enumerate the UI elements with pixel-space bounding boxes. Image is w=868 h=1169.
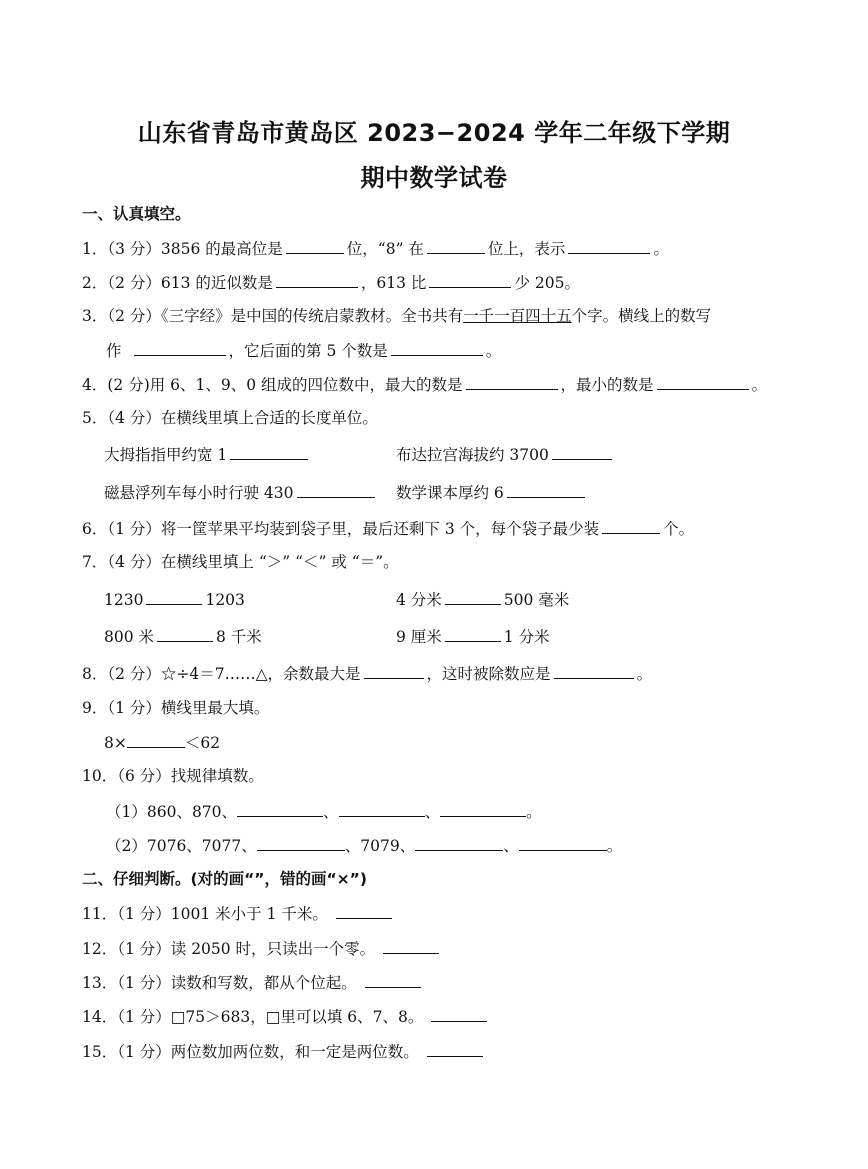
q2-text-b: ，613 比 [360,274,427,292]
q2-text-c: 少 205。 [514,274,580,292]
q5-item-4 [396,482,588,503]
q7-item-4-blank[interactable] [445,626,501,642]
q6-text-a: 6．（1 分）将一筐苹果平均装到袋子里，最后还剩下 3 个，每个袋子最少装 [82,520,600,538]
q3-text-a: 3．（2 分）《三字经》是中国的传统启蒙教材。全书共有 [82,307,464,325]
q10-part-1-sep-1: 、 [323,803,339,821]
q3-text-c: 作 [106,342,122,360]
q3-underlined-number: 一千一百四十五 [463,307,572,325]
q10-part-2-text-b: 、7079、 [344,837,416,855]
q3-text-d: ，它后面的第 5 个数是 [228,342,388,360]
q8-blank-1[interactable] [364,663,424,679]
q12-blank[interactable] [383,938,439,954]
q7-item-3-blank[interactable] [157,626,213,642]
q3-blank-2[interactable] [391,340,483,356]
q12-text: 12．（1 分）读 2050 时，只读出一个零。 [82,940,376,958]
q5-item-4-text: 数学课本厚约 6 [396,484,504,502]
q9-blank[interactable] [127,732,185,748]
q7-item-2 [396,589,569,610]
question-13 [82,972,424,993]
q7-item-2-blank[interactable] [445,589,501,605]
q10-part-2-sep: 、 [503,837,519,855]
q10-part-1-blank-2[interactable] [339,801,425,817]
question-12 [82,938,442,959]
q5-item-3-text: 磁悬浮列车每小时行驶 430 [104,484,294,502]
q10-part-1-blank-3[interactable] [440,801,526,817]
q1-blank-3[interactable] [568,238,650,254]
q1-text-c: 位上，表示 [487,240,566,258]
q7-item-4-right: 1 分米 [503,628,550,646]
question-2 [82,272,580,293]
question-6 [82,518,694,539]
q2-blank-1[interactable] [276,272,358,288]
q3-blank-1[interactable] [134,340,226,356]
q4-text-b: ，最小的数是 [560,376,654,394]
question-8 [82,663,652,684]
exam-title-line2: 期中数学试卷 [360,164,508,192]
q4-text-c: 。 [751,376,768,394]
q13-text: 13．（1 分）读数和写数，都从个位起。 [82,974,357,992]
q10-part-2-blank-3[interactable] [519,835,607,851]
question-5: 5．（4 分）在横线里填上合适的长度单位。 [82,409,378,427]
q7-item-4-left: 9 厘米 [396,628,442,646]
q5-item-2-text: 布达拉宫海拔约 3700 [396,446,549,464]
q9-text-c: ＜62 [184,734,221,752]
q4-blank-2[interactable] [657,374,749,390]
q11-blank[interactable] [336,903,392,919]
q9-expression [104,732,220,753]
question-3-cont [106,340,501,361]
q5-item-4-blank[interactable] [507,482,585,498]
q10-part-1-sep-2: 、 [424,803,441,821]
q6-text-b: 个。 [663,520,695,538]
q11-text: 11．（1 分）1001 米小于 1 千米。 [82,905,328,923]
q15-text: 15．（1 分）两位数加两位数，和一定是两位数。 [82,1043,419,1061]
q7-item-1-blank[interactable] [146,589,202,605]
q10-part-1 [106,801,542,822]
q7-item-2-left: 4 分米 [396,591,442,609]
q5-item-1-blank[interactable] [230,444,308,460]
question-14 [82,1006,490,1027]
q14-blank[interactable] [431,1006,487,1022]
q1-text-a: 1．（3 分）3856 的最高位是 [82,240,283,258]
q5-item-3 [104,482,378,503]
q10-part-2-text-a: （2）7076、7077、 [106,837,257,855]
q1-blank-2[interactable] [427,238,485,254]
q7-item-3-left: 800 米 [104,628,155,646]
question-11 [82,903,395,924]
q10-part-2 [106,835,622,856]
question-3 [82,306,711,326]
q10-part-1-text: （1）860、870、 [106,803,238,821]
q10-part-1-end: 。 [526,803,542,821]
q1-blank-1[interactable] [286,238,344,254]
q8-blank-2[interactable] [554,663,634,679]
q7-item-1-left: 1230 [104,591,144,609]
q5-item-1 [104,444,311,465]
question-9: 9．（1 分）横线里最大填。 [82,699,270,717]
q5-item-3-blank[interactable] [297,482,375,498]
q2-text-a: 2．（2 分）613 的近似数是 [82,274,273,292]
q5-item-1-text: 大拇指指甲约宽 1 [104,446,228,464]
q14-text: 14．（1 分）□75＞683，□里可以填 6、7、8。 [82,1008,424,1026]
q15-blank[interactable] [427,1041,483,1057]
exam-title-line1: 山东省青岛市黄岛区 2023−2024 学年二年级下学期 [137,119,731,147]
q7-item-3-right: 8 千米 [216,628,262,646]
q4-text-a: 4．(2 分)用 6、1、9、0 组成的四位数中，最大的数是 [82,376,463,394]
q5-item-2-blank[interactable] [552,444,612,460]
question-4 [82,374,767,395]
q10-part-2-blank-1[interactable] [257,835,345,851]
q10-part-2-end: 。 [606,837,623,855]
q3-text-b: 个字。横线上的数写 [571,307,712,325]
q8-text-b: ，这时被除数应是 [426,665,551,683]
section-heading-fill-in: 一、认真填空。 [82,205,191,223]
q8-text-a: 8．（2 分）☆÷4＝7……△，余数最大是 [82,665,361,683]
q2-blank-2[interactable] [429,272,511,288]
q3-text-e: 。 [485,342,502,360]
q8-text-c: 。 [636,665,653,683]
q10-part-2-blank-2[interactable] [415,835,503,851]
q7-item-1-right: 1203 [205,591,245,609]
q7-item-4 [396,626,550,647]
q5-item-2 [396,444,615,465]
question-15 [82,1041,486,1062]
q7-item-3 [104,626,262,647]
q4-blank-1[interactable] [466,374,558,390]
q10-part-1-blank-1[interactable] [237,801,323,817]
q7-item-1 [104,589,245,610]
question-7: 7．（4 分）在横线里填上 “＞” “＜” 或 “＝”。 [82,553,399,571]
q1-text-d: 。 [653,240,669,258]
q1-text-b: 位，“8” 在 [346,240,424,258]
q6-blank[interactable] [602,518,660,534]
question-10: 10．（6 分）找规律填数。 [82,767,264,785]
section-heading-true-false: 二、仔细判断。(对的画“”，错的画“×”) [82,870,367,888]
q13-blank[interactable] [365,972,421,988]
q9-text-b: 8× [104,734,127,752]
q7-item-2-right: 500 毫米 [503,591,570,609]
question-1 [82,238,669,259]
